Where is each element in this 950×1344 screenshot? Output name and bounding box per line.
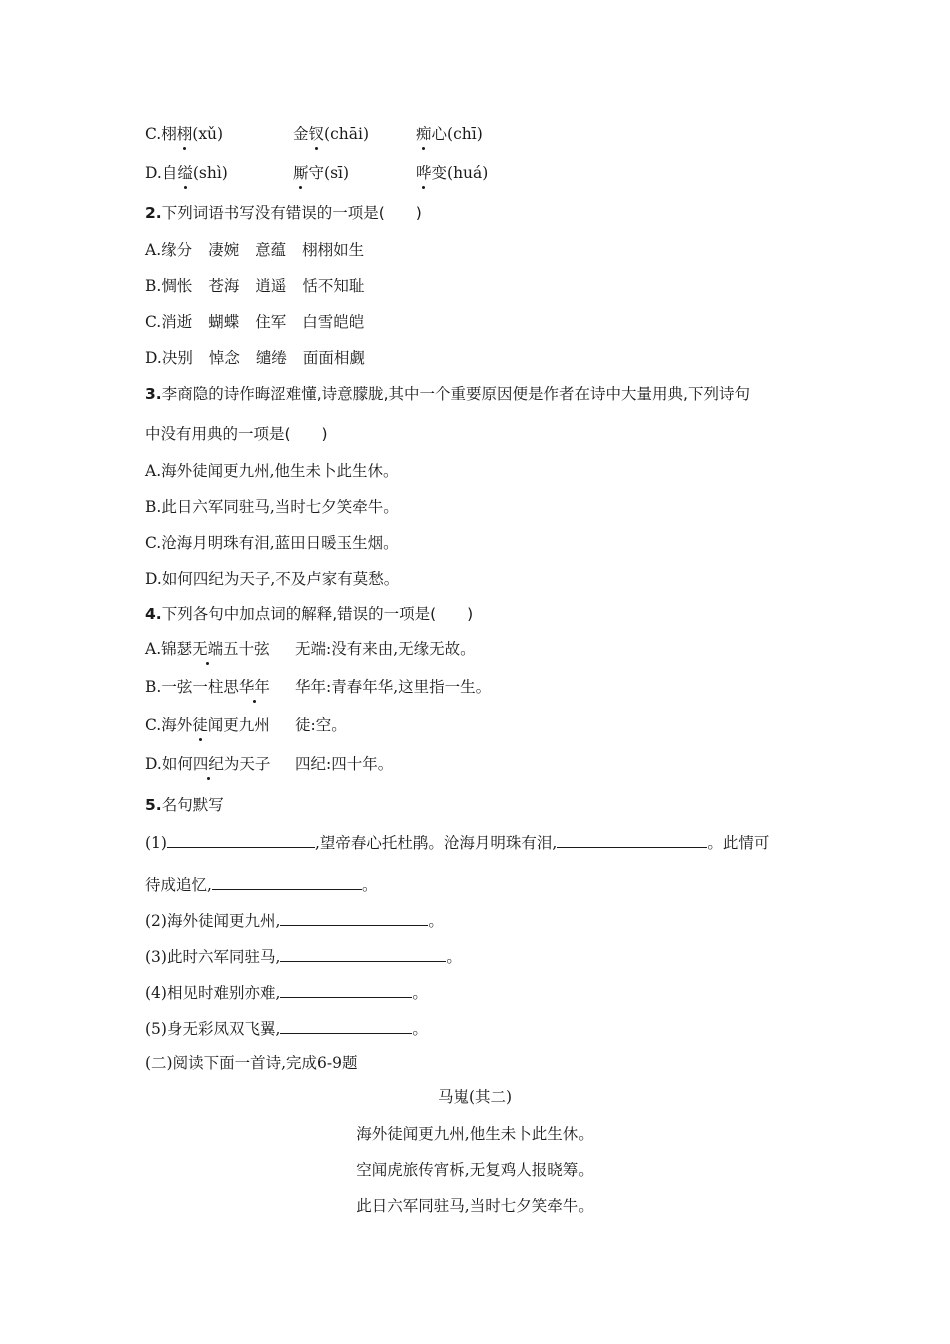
- word: 面面相觑: [302, 349, 365, 367]
- option-label: B.: [145, 498, 162, 516]
- option-label: D.: [145, 570, 162, 588]
- word: 苍海: [208, 277, 240, 295]
- sentence-text: 锦瑟: [161, 640, 193, 658]
- verse-text: (3)此时六军同驻马,: [145, 948, 281, 966]
- word-char: 栩: [161, 125, 177, 143]
- sentence-text: 一弦一柱思: [161, 678, 239, 696]
- pinyin: (xǔ): [192, 125, 224, 143]
- option-label: D.: [145, 755, 162, 773]
- pinyin: (huá): [447, 164, 489, 182]
- gloss: 无端:没有来由,无缘无故。: [295, 640, 476, 658]
- verse-text: 。: [361, 876, 378, 894]
- sentence-text: 如何: [161, 755, 193, 773]
- gloss: 徒:空。: [295, 716, 347, 734]
- q4-option-c: [145, 715, 347, 735]
- dotted-char: 哗: [416, 164, 432, 182]
- answer-blank[interactable]: [557, 831, 707, 848]
- word-char: 自: [161, 164, 178, 182]
- word: 缘分: [161, 241, 193, 259]
- question-text: 中没有用典的一项是( ): [145, 425, 328, 443]
- verse-text: 待成追忆,: [145, 876, 212, 894]
- q3-option-c: [145, 533, 399, 553]
- q5-item-3: [145, 945, 462, 967]
- q3-option-b: [145, 497, 399, 517]
- q2-option-d: [145, 348, 381, 368]
- word-char: 金: [293, 125, 309, 143]
- pinyin: (sī): [324, 164, 350, 182]
- gloss: 华年:青春年华,这里指一生。: [295, 678, 492, 696]
- verse-text: 。此情可: [707, 834, 770, 852]
- q1-option-d: [145, 163, 489, 183]
- option-text: 沧海月明珠有泪,蓝田日暖玉生烟。: [161, 534, 399, 552]
- word: 住军: [255, 313, 287, 331]
- question-3-stem-cont: [145, 424, 328, 444]
- word: 凄婉: [208, 241, 240, 259]
- option-label: C.: [145, 716, 162, 734]
- verse-text: (4)相见时难别亦难,: [145, 984, 281, 1002]
- option-label: C.: [145, 125, 162, 143]
- option-label: A.: [145, 640, 162, 658]
- dotted-word: 无端: [192, 640, 224, 658]
- dotted-word: 华年: [238, 678, 270, 696]
- word-char: 变: [431, 164, 448, 182]
- q4-option-b: [145, 677, 492, 697]
- word: 蝴蝶: [208, 313, 240, 331]
- option-label: D.: [145, 349, 162, 367]
- question-text: 名句默写: [161, 796, 224, 814]
- q1-d-word3: [416, 163, 488, 183]
- answer-blank[interactable]: [280, 1017, 412, 1034]
- q2-option-b: [145, 276, 380, 296]
- gloss: 四纪:四十年。: [295, 755, 394, 773]
- q4-option-a: [145, 639, 476, 659]
- question-number: 4.: [145, 605, 162, 623]
- option-label: C.: [145, 313, 162, 331]
- question-number: 2.: [145, 204, 162, 222]
- question-number: 5.: [145, 796, 162, 814]
- dotted-char: 厮: [293, 164, 309, 182]
- word: 栩栩如生: [302, 241, 365, 259]
- answer-blank[interactable]: [280, 909, 428, 926]
- word: 缱绻: [255, 349, 287, 367]
- option-label: B.: [145, 277, 162, 295]
- sentence-text: 闻更九州: [207, 716, 270, 734]
- dotted-word: 四纪: [192, 755, 224, 773]
- word: 恬不知耻: [302, 277, 365, 295]
- q5-item-2: [145, 909, 444, 931]
- dotted-char: 钗: [308, 125, 325, 143]
- option-label: A.: [145, 241, 162, 259]
- option-text: 海外徒闻更九州,他生未卜此生休。: [161, 462, 399, 480]
- q5-item-1-cont: [145, 873, 377, 895]
- sentence-text: 为天子: [223, 755, 271, 773]
- question-text: 下列词语书写没有错误的一项是( ): [161, 204, 422, 222]
- question-text: 李商隐的诗作晦涩难懂,诗意朦胧,其中一个重要原因便是作者在诗中大量用典,下列诗句: [161, 385, 750, 403]
- dotted-word: 徒: [192, 716, 208, 734]
- word: 意蕴: [255, 241, 287, 259]
- word: 惆怅: [161, 277, 193, 295]
- q5-item-1: [145, 831, 769, 853]
- option-label: C.: [145, 534, 162, 552]
- item-number: (1): [145, 834, 167, 852]
- answer-blank[interactable]: [167, 831, 315, 848]
- question-4-stem: [145, 604, 473, 624]
- verse-text: 。: [446, 948, 462, 966]
- word: 消逝: [161, 313, 193, 331]
- word: 悼念: [208, 349, 240, 367]
- verse-text: ,望帝春心托杜鹃。沧海月明珠有泪,: [314, 834, 558, 852]
- pinyin: (chī): [447, 125, 483, 143]
- section-intro-text: (二)阅读下面一首诗,完成6-9题: [145, 1054, 358, 1072]
- option-text: 此日六军同驻马,当时七夕笑牵牛。: [161, 498, 399, 516]
- q5-item-4: [145, 981, 428, 1003]
- q1-c-word2: [293, 124, 369, 144]
- option-text: 如何四纪为天子,不及卢家有莫愁。: [161, 570, 400, 588]
- q4-option-d: [145, 754, 394, 774]
- question-text: 下列各句中加点词的解释,错误的一项是( ): [161, 605, 474, 623]
- poem-line: 海外徒闻更九州,他生未卜此生休。: [356, 1125, 594, 1143]
- q3-option-d: [145, 569, 399, 589]
- answer-blank[interactable]: [280, 945, 446, 962]
- option-label: D.: [145, 164, 162, 182]
- verse-text: (5)身无彩凤双飞翼,: [145, 1020, 281, 1038]
- question-2-stem: [145, 203, 422, 223]
- verse-text: 。: [428, 912, 444, 930]
- option-label: B.: [145, 678, 162, 696]
- option-label: A.: [145, 462, 162, 480]
- pinyin: (chāi): [324, 125, 369, 143]
- question-number: 3.: [145, 385, 162, 403]
- verse-text: 。: [412, 1020, 428, 1038]
- q2-option-c: [145, 312, 380, 332]
- verse-text: 。: [412, 984, 428, 1002]
- q3-option-a: [145, 461, 399, 481]
- section-2-intro: [145, 1053, 357, 1073]
- question-5-stem: [145, 795, 224, 815]
- verse-text: (2)海外徒闻更九州,: [145, 912, 281, 930]
- dotted-char: 缢: [177, 164, 193, 182]
- word-char: 心: [431, 125, 448, 143]
- word: 逍遥: [255, 277, 287, 295]
- q1-d-word2: [293, 163, 349, 183]
- dotted-char: 栩: [176, 125, 193, 143]
- word-char: 守: [308, 164, 325, 182]
- answer-blank[interactable]: [280, 981, 412, 998]
- word: 决别: [161, 349, 193, 367]
- sentence-text: 五十弦: [223, 640, 270, 658]
- poem-line: 空闻虎旅传宵柝,无复鸡人报晓筹。: [356, 1161, 594, 1179]
- question-3-stem: [145, 384, 750, 404]
- q2-option-a: [145, 240, 380, 260]
- poem-title: 马嵬(其二): [437, 1088, 513, 1106]
- q1-c-word3: [416, 124, 483, 144]
- q1-option-c: [145, 124, 483, 144]
- sentence-text: 海外: [161, 716, 193, 734]
- answer-blank[interactable]: [212, 873, 362, 890]
- dotted-char: 痴: [416, 125, 432, 143]
- pinyin: (shì): [192, 164, 228, 182]
- word: 白雪皑皑: [302, 313, 365, 331]
- poem-line: 此日六军同驻马,当时七夕笑牵牛。: [356, 1197, 594, 1215]
- q5-item-5: [145, 1017, 428, 1039]
